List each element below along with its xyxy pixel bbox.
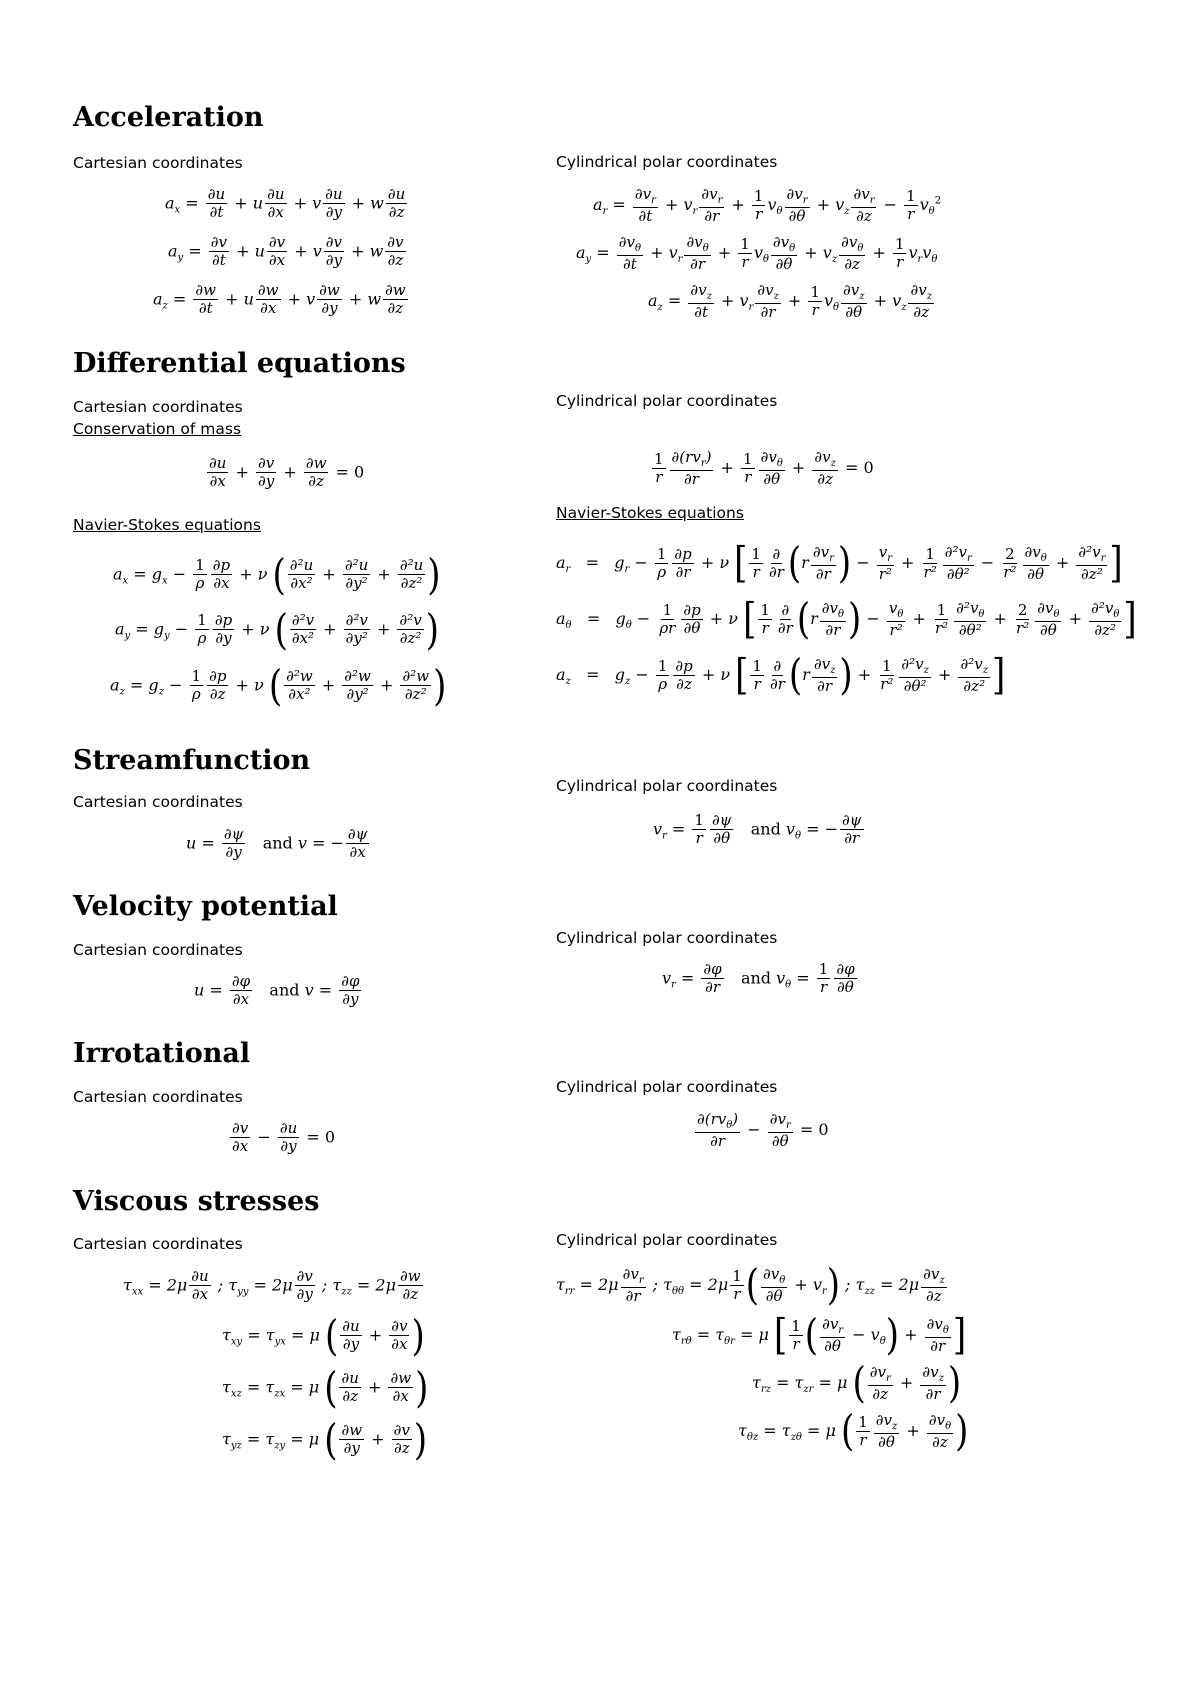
and-word: and <box>740 968 772 988</box>
equation-stress-normal-cartesian: $\tau_{xx} = 2\mu$ $\frac{\partial u}{\partial x}$ ; $\tau_{yy} = 2\mu$ $\frac{\partial v}{\partial y}$ ; $\tau_{zz} = 2\mu$ $\frac{\partial w}{\partial z}$ <box>123 1267 421 1304</box>
navier-stokes-label: Navier-Stokes equations <box>73 516 261 534</box>
section-heading-irrotational: Irrotational <box>73 1038 251 1069</box>
conservation-of-mass-label: Conservation of mass <box>73 420 242 438</box>
equation-stress-yz: $\tau_{yz} = \tau_{zy} = \mu$ ( $\frac{\partial w}{\partial y}$ + $\frac{\partial v}{\partial z}$ ) <box>222 1414 428 1465</box>
cartesian-label: Cartesian coordinates <box>73 154 243 172</box>
cartesian-label: Cartesian coordinates <box>73 398 243 416</box>
equation-stress-theta-z: $\tau_{\theta z} = \tau_{z\theta} = \mu$ ( $\frac{1}{r}$ $\frac{\partial v_z}{\partial\theta}$ + $\frac{\partial v_\theta}{\partial z}$ ) <box>738 1406 969 1457</box>
section-heading-velocity-potential: Velocity potential <box>73 891 338 922</box>
equation-accel-z: $a_z$ = $\frac{\partial w}{\partial t}$ + u $\frac{\partial w}{\partial x}$ + v $\frac{\partial w}{\partial y}$ + w $\frac{\partial w}{\partial z}$ <box>153 281 406 318</box>
cylindrical-label: Cylindrical polar coordinates <box>556 1078 778 1096</box>
cylindrical-label: Cylindrical polar coordinates <box>556 153 778 171</box>
equation-accel-theta: $a_y$ = $\frac{\partial v_\theta}{\partial t}$ + $v_r$ $\frac{\partial v_\theta}{\partial r}$ + $\frac{1}{r}$ $v_\theta$ $\frac{\partial v_\theta}{\partial\theta}$ + $v_z$ $\frac{\partial v_\theta}{\partial z}$ + $\frac{1}{r}$ $v_rv_\theta$ <box>576 233 938 273</box>
cylindrical-label: Cylindrical polar coordinates <box>556 777 778 795</box>
equation-stress-xz: $\tau_{xz} = \tau_{zx} = \mu$ ( $\frac{\partial u}{\partial z}$ + $\frac{\partial w}{\partial x}$ ) <box>222 1362 429 1413</box>
equation-velocity-potential-cylindrical: $v_r$ = $\frac{\partial\varphi}{\partial r}$ and $v_\theta$ = $\frac{1}{r}$ $\frac{\partial\varphi}{\partial\theta}$ <box>662 960 855 997</box>
section-heading-streamfunction: Streamfunction <box>73 745 311 776</box>
equation-accel-x: $a_x$ = $\frac{\partial u}{\partial t}$ + u $\frac{\partial u}{\partial x}$ + v $\frac{\partial u}{\partial y}$ + w $\frac{\partial u}{\partial z}$ <box>165 185 406 222</box>
equation-continuity-cylindrical: $\frac{1}{r}$ $\frac{\partial(rv_r)}{\partial r}$ + $\frac{1}{r}$ $\frac{\partial v_\theta}{\partial\theta}$ + $\frac{\partial v_z}{\partial z}$ = 0 <box>654 448 874 488</box>
section-heading-acceleration: Acceleration <box>73 102 264 133</box>
equation-stress-xy: $\tau_{xy} = \tau_{yx} = \mu$ ( $\frac{\partial u}{\partial y}$ + $\frac{\partial v}{\partial x}$ ) <box>222 1310 425 1361</box>
equation-navier-stokes-theta: $a_\theta = g_\theta$ − $\frac{1}{\rho r}$ $\frac{\partial p}{\partial\theta}$ + ν [ $\frac{1}{r}$ $\frac{\partial}{\partial r}$ (r $\frac{\partial v_\theta}{\partial r}$ ) − $\frac{v_\theta}{\text{r²}}$ + $\frac{1}{\text{r²}}$ $\frac{\partial^2v_\theta}{\text{∂θ²}}$ + $\frac{2}{\text{r²}}$ $\frac{\partial v_\theta}{\partial\theta}$ + $\frac{\partial^2v_\theta}{\text{∂z²}}$ ] <box>556 594 1137 645</box>
equation-accel-y: $a_y$ = $\frac{\partial v}{\partial t}$ + u $\frac{\partial v}{\partial x}$ + v $\frac{\partial v}{\partial y}$ + w $\frac{\partial v}{\partial z}$ <box>168 233 404 270</box>
cartesian-label: Cartesian coordinates <box>73 1088 243 1106</box>
cylindrical-label: Cylindrical polar coordinates <box>556 929 778 947</box>
section-heading-differential: Differential equations <box>73 348 406 379</box>
equation-irrotational-cartesian: $\frac{\partial v}{\partial x}$ − $\frac{\partial u}{\partial y}$ = 0 <box>232 1119 335 1156</box>
equation-accel-r: $a_r$ = $\frac{\partial v_r}{\partial t}$ + $v_r$ $\frac{\partial v_r}{\partial r}$ + $\frac{1}{r}$ $v_\theta$ $\frac{\partial v_r}{\partial\theta}$ + $v_z$ $\frac{\partial v_r}{\partial z}$ − $\frac{1}{r}$ $v_\theta^2$ <box>593 185 942 225</box>
equation-stress-r-theta: $\tau_{r\theta} = \tau_{\theta r} = \mu$ [ $\frac{1}{r}$ ( $\frac{\partial v_r}{\partial\theta}$ − $v_\theta$) + $\frac{\partial v_\theta}{\partial r}$ ] <box>672 1310 967 1361</box>
equation-accel-z-cyl: $a_z$ = $\frac{\partial v_z}{\partial t}$ + $v_r$ $\frac{\partial v_z}{\partial r}$ + $\frac{1}{r}$ $v_\theta$ $\frac{\partial v_z}{\partial\theta}$ + $v_z$ $\frac{\partial v_z}{\partial z}$ <box>648 281 932 321</box>
cylindrical-label: Cylindrical polar coordinates <box>556 392 778 410</box>
and-word: and <box>262 833 293 853</box>
equation-navier-stokes-y: $a_y = g_y$ − $\frac{1}{\rho}$ $\frac{\partial p}{\partial y}$ + ν ( $\frac{\text{∂²v}}{\text{∂x²}}$ + $\frac{\text{∂²v}}{\text{∂y²}}$ + $\frac{\text{∂²v}}{\text{∂z²}}$ ) <box>115 604 439 655</box>
equation-navier-stokes-z: $a_z = g_z$ − $\frac{1}{\rho}$ $\frac{\partial p}{\partial z}$ + ν ( $\frac{\text{∂²w}}{\text{∂x²}}$ + $\frac{\text{∂²w}}{\text{∂y²}}$ + $\frac{\text{∂²w}}{\text{∂z²}}$ ) <box>110 660 447 711</box>
section-heading-viscous-stresses: Viscous stresses <box>73 1186 320 1217</box>
equation-velocity-potential-cartesian: u = $\frac{\partial\varphi}{\partial x}$ and v = $\frac{\partial\varphi}{\partial y}$ <box>194 972 360 1009</box>
equation-stress-rz: $\tau_{rz} = \tau_{zr} = \mu$ ( $\frac{\partial v_r}{\partial z}$ + $\frac{\partial v_z}{\partial r}$ ) <box>752 1358 962 1409</box>
and-word: and <box>269 980 300 1000</box>
equation-navier-stokes-x: $a_x = g_x$ − $\frac{1}{\rho}$ $\frac{\partial p}{\partial x}$ + ν ( $\frac{\text{∂²u}}{\text{∂x²}}$ + $\frac{\text{∂²u}}{\text{∂y²}}$ + $\frac{\text{∂²u}}{\text{∂z²}}$ ) <box>113 549 441 600</box>
equation-streamfunction-cartesian: u = $\frac{\partial\psi}{\partial y}$ and v = − $\frac{\partial\psi}{\partial x}$ <box>186 825 368 862</box>
cylindrical-label: Cylindrical polar coordinates <box>556 1231 778 1249</box>
and-word: and <box>750 819 781 839</box>
equation-stress-normal-cylindrical: $\tau_{rr} = 2\mu$ $\frac{\partial v_r}{\partial r}$ ; $\tau_{\theta\theta} = 2\mu$ $\frac{1}{r}$ ( $\frac{\partial v_\theta}{\partial\theta}$ + $v_r$) ; $\tau_{zz} = 2\mu$ $\frac{\partial v_z}{\partial z}$ <box>556 1260 945 1311</box>
equation-navier-stokes-z-cyl: $a_z = g_z$ − $\frac{1}{\rho}$ $\frac{\partial p}{\partial z}$ + ν [ $\frac{1}{r}$ $\frac{\partial}{\partial r}$ (r $\frac{\partial v_z}{\partial r}$ ) + $\frac{1}{\text{r²}}$ $\frac{\partial^2v_z}{\text{∂θ²}}$ + $\frac{\partial^2v_z}{\text{∂z²}}$ ] <box>556 650 1006 701</box>
equation-irrotational-cylindrical: $\frac{\partial(rv_\theta)}{\partial r}$ − $\frac{\partial v_r}{\partial\theta}$ = 0 <box>697 1110 829 1150</box>
equation-continuity-cartesian: $\frac{\partial u}{\partial x}$ + $\frac{\partial v}{\partial y}$ + $\frac{\partial w}{\partial z}$ = 0 <box>209 454 365 491</box>
navier-stokes-label: Navier-Stokes equations <box>556 504 744 522</box>
cartesian-label: Cartesian coordinates <box>73 941 243 959</box>
cartesian-label: Cartesian coordinates <box>73 793 243 811</box>
cartesian-label: Cartesian coordinates <box>73 1235 243 1253</box>
equation-navier-stokes-r: $a_r = g_r$ − $\frac{1}{\rho}$ $\frac{\partial p}{\partial r}$ + ν [ $\frac{1}{r}$ $\frac{\partial}{\partial r}$ (r $\frac{\partial v_r}{\partial r}$ ) − $\frac{v_r}{\text{r²}}$ + $\frac{1}{\text{r²}}$ $\frac{\partial^2v_r}{\text{∂θ²}}$ − $\frac{2}{\text{r²}}$ $\frac{\partial v_\theta}{\partial\theta}$ + $\frac{\partial^2v_r}{\text{∂z²}}$ ] <box>556 538 1123 589</box>
equation-streamfunction-cylindrical: $v_r$ = $\frac{1}{r}$ $\frac{\partial\psi}{\partial\theta}$ and $v_\theta$ = − $\frac{\partial\psi}{\partial r}$ <box>653 811 862 848</box>
